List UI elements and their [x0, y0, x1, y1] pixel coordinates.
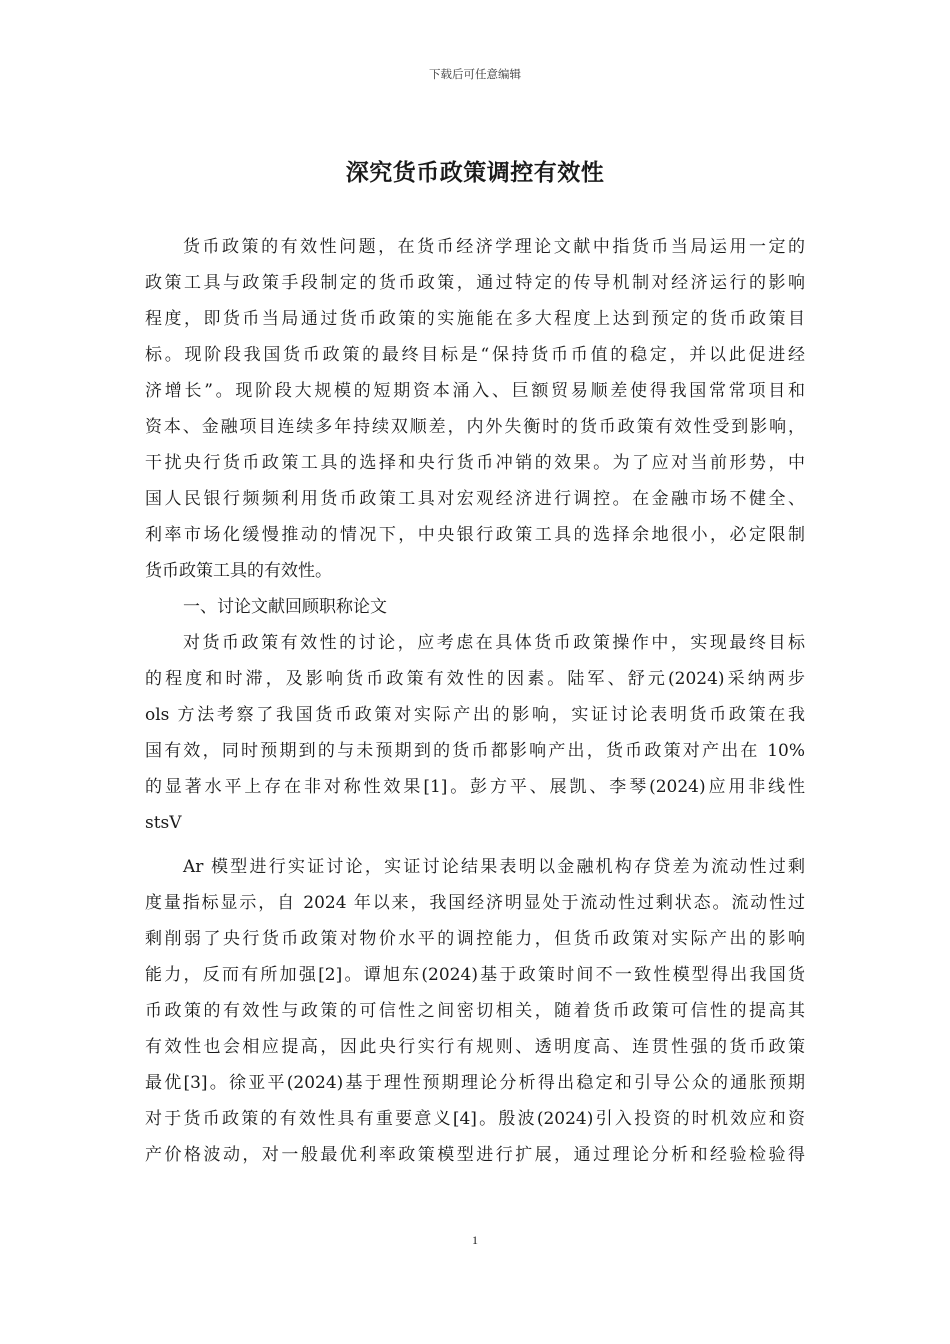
- body-line: 产价格波动，对一般最优利率政策模型进行扩展，通过理论分析和经验检验得: [145, 1145, 805, 1165]
- body-line: 能力，反而有所加强[2]。谭旭东(2024)基于政策时间不一致性模型得出我国货: [145, 965, 805, 985]
- body-line: 最优[3]。徐亚平(2024)基于理性预期理论分析得出稳定和引导公众的通胀预期: [145, 1073, 805, 1093]
- body-line: Ar 模型进行实证讨论，实证讨论结果表明以金融机构存贷差为流动性过剩: [183, 857, 805, 877]
- body-line: 资本、金融项目连续多年持续双顺差，内外失衡时的货币政策有效性受到影响，: [145, 417, 805, 437]
- body-line: 货币政策工具的有效性。: [145, 561, 332, 581]
- body-line: 对于货币政策的有效性具有重要意义[4]。殷波(2024)引入投资的时机效应和资: [145, 1109, 805, 1129]
- body-line: stsV: [145, 813, 182, 833]
- body-line: 货币政策的有效性问题，在货币经济学理论文献中指货币当局运用一定的: [183, 237, 805, 257]
- section-heading: 一、讨论文献回顾职称论文: [183, 597, 387, 617]
- body-line: 干扰央行货币政策工具的选择和央行货币冲销的效果。为了应对当前形势，中: [145, 453, 805, 473]
- page-number: 1: [472, 1233, 478, 1247]
- body-line: 剩削弱了央行货币政策对物价水平的调控能力，但货币政策对实际产出的影响: [145, 929, 805, 949]
- body-line: 有效性也会相应提高，因此央行实行有规则、透明度高、连贯性强的货币政策: [145, 1037, 805, 1057]
- body-line: 国人民银行频频利用货币政策工具对宏观经济进行调控。在金融市场不健全、: [145, 489, 805, 509]
- body-line: ols 方法考察了我国货币政策对实际产出的影响，实证讨论表明货币政策在我: [145, 705, 805, 725]
- document-title: 深究货币政策调控有效性: [345, 160, 605, 186]
- body-line: 国有效，同时预期到的与未预期到的货币都影响产出，货币政策对产出在 10%: [145, 741, 805, 761]
- body-line: 的显著水平上存在非对称性效果[1]。彭方平、展凯、李琴(2024)应用非线性: [145, 777, 805, 797]
- body-line: 度量指标显示，自 2024 年以来，我国经济明显处于流动性过剩状态。流动性过: [145, 893, 805, 913]
- body-line: 政策工具与政策手段制定的货币政策，通过特定的传导机制对经济运行的影响: [145, 273, 805, 293]
- body-line: 对货币政策有效性的讨论，应考虑在具体货币政策操作中，实现最终目标: [183, 633, 805, 653]
- body-line: 币政策的有效性与政策的可信性之间密切相关，随着货币政策可信性的提高其: [145, 1001, 805, 1021]
- body-line: 的程度和时滞，及影响货币政策有效性的因素。陆军、舒元(2024)采纳两步: [145, 669, 805, 689]
- body-line: 标。现阶段我国货币政策的最终目标是“保持货币币值的稳定，并以此促进经: [145, 345, 805, 365]
- page-header-note: 下载后可任意编辑: [429, 67, 521, 81]
- body-line: 程度，即货币当局通过货币政策的实施能在多大程度上达到预定的货币政策目: [145, 309, 805, 329]
- body-line: 利率市场化缓慢推动的情况下，中央银行政策工具的选择余地很小，必定限制: [145, 525, 805, 545]
- body-line: 济增长”。现阶段大规模的短期资本涌入、巨额贸易顺差使得我国常常项目和: [145, 381, 805, 401]
